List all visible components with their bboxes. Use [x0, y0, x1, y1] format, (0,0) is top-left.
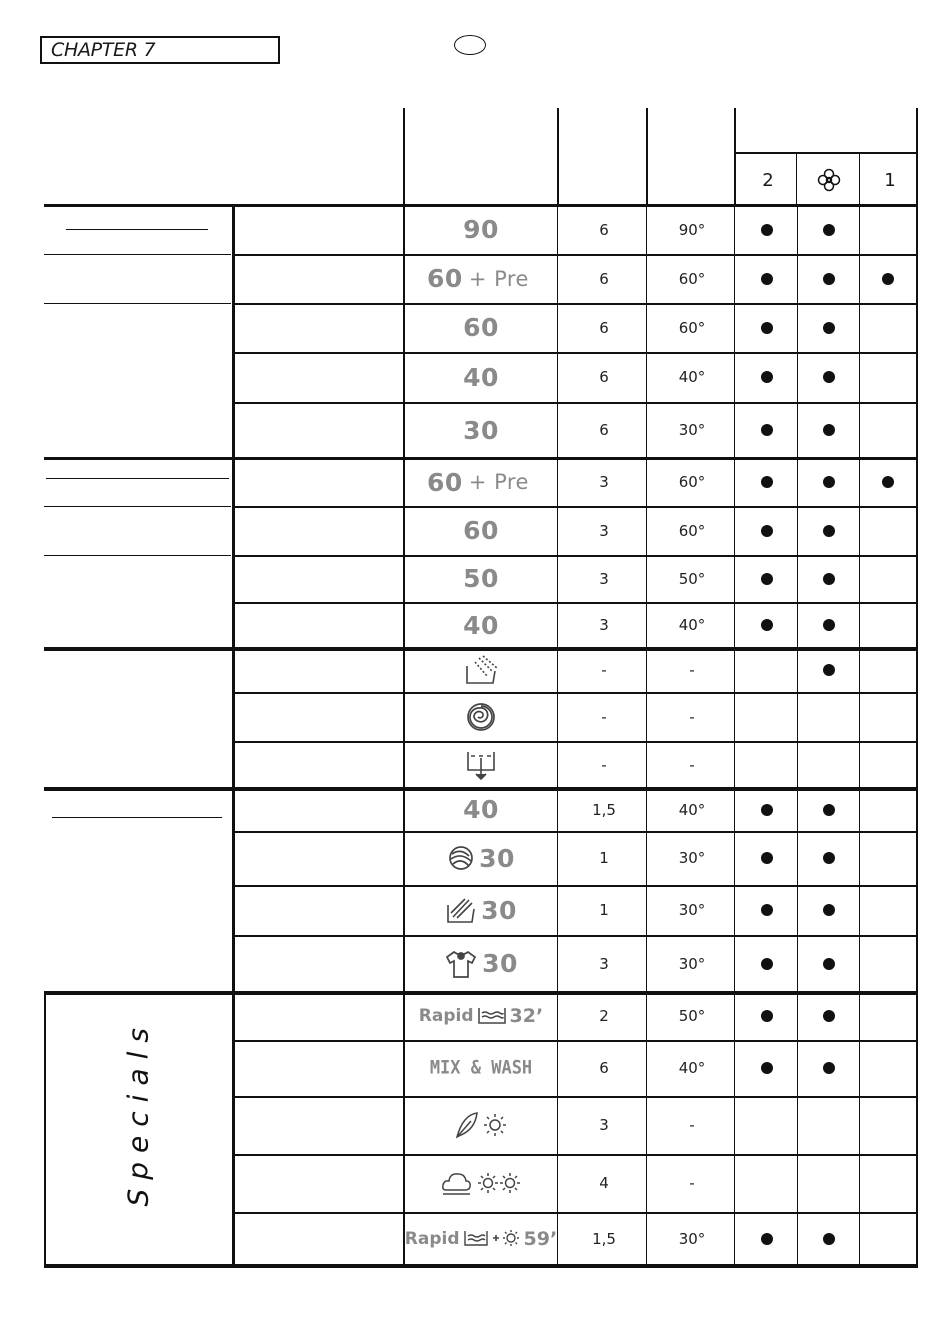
program-temperature-label: 40	[463, 610, 499, 640]
program-symbol	[405, 692, 557, 741]
drain-icon	[465, 748, 497, 782]
max-temperature-value: 90°	[678, 220, 706, 239]
bullet-icon	[823, 424, 835, 436]
grid-line	[46, 478, 229, 479]
max-temperature-value: 30°	[678, 1229, 706, 1248]
bullet-icon	[761, 224, 773, 236]
load-value: 3	[599, 954, 609, 973]
dispenser-dot	[737, 555, 797, 602]
load-value: -	[601, 755, 607, 774]
dispenser-dot	[737, 303, 797, 352]
bullet-icon	[823, 958, 835, 970]
dispenser-dot	[860, 254, 916, 303]
load-value: 3	[599, 569, 609, 588]
dispenser-dot	[798, 992, 859, 1040]
dispenser-dot	[798, 254, 859, 303]
grid-line	[734, 152, 918, 154]
dispenser-dot	[737, 1212, 797, 1265]
bullet-icon	[761, 371, 773, 383]
max-temperature-value: 40°	[678, 616, 706, 634]
max-temperature-value: -	[689, 1116, 695, 1134]
dispenser-dot	[798, 458, 859, 506]
max-temperature-value: 60°	[678, 521, 706, 540]
dispenser-dot	[737, 1040, 797, 1096]
chapter-title: CHAPTER 7	[40, 36, 280, 64]
program-duration: 32’	[509, 1005, 544, 1027]
max-temperature-value: 50°	[678, 1007, 706, 1025]
prewash-label: + Pre	[468, 266, 529, 291]
program-symbol	[405, 788, 557, 831]
program-symbol	[405, 458, 557, 506]
load-value: -	[601, 707, 607, 726]
program-temperature-label: 40	[463, 795, 499, 824]
dispenser-dot	[737, 352, 797, 402]
grid-line	[52, 817, 222, 818]
rinse-icon	[463, 654, 499, 686]
load-value: 6	[599, 318, 609, 337]
program-temperature-label: 60	[463, 313, 499, 342]
program-symbol	[405, 885, 557, 935]
bullet-icon	[823, 273, 835, 285]
program-symbol	[405, 1096, 557, 1154]
bullet-icon	[823, 224, 835, 236]
max-temperature-value: -	[689, 661, 695, 679]
bullet-icon	[823, 573, 835, 585]
bullet-icon	[761, 804, 773, 816]
grid-line	[403, 108, 405, 205]
max-temperature-value: 60°	[678, 269, 706, 288]
dispenser-dot	[737, 506, 797, 555]
bullet-icon	[761, 476, 773, 488]
grid-line	[44, 555, 231, 556]
dispenser-dot	[737, 935, 797, 992]
program-symbol	[405, 506, 557, 555]
dispenser-dot	[798, 1040, 859, 1096]
program-temperature-label: 40	[463, 362, 499, 392]
program-symbol	[405, 741, 557, 788]
program-temperature-label: 30	[482, 949, 518, 978]
dispenser-dot	[798, 506, 859, 555]
program-symbol	[405, 303, 557, 352]
bullet-icon	[823, 904, 835, 916]
load-value: 6	[599, 1059, 609, 1077]
load-value: 4	[599, 1174, 609, 1192]
grid-line	[859, 205, 860, 1266]
load-value: 2	[599, 1007, 609, 1025]
load-value: 1	[599, 849, 609, 867]
program-symbol	[405, 254, 557, 303]
grid-line	[557, 108, 559, 205]
max-temperature-value: 50°	[678, 569, 706, 588]
program-prefix: Rapid	[404, 1228, 460, 1249]
header-col-2: 2	[762, 169, 774, 191]
dispenser-dot	[737, 992, 797, 1040]
prewash-label: + Pre	[468, 470, 529, 494]
flower-icon	[800, 160, 858, 200]
program-temperature-label: 50	[463, 564, 499, 593]
bullet-icon	[761, 1062, 773, 1074]
max-temperature-value: 60°	[678, 318, 706, 337]
program-temperature-label: 60	[427, 264, 463, 293]
bullet-icon	[882, 273, 894, 285]
bullet-icon	[823, 664, 835, 676]
program-symbol	[405, 992, 557, 1040]
bullet-icon	[823, 1010, 835, 1022]
language-oval-icon	[454, 35, 486, 55]
grid-line	[796, 152, 797, 205]
program-temperature-label: 60	[427, 467, 463, 497]
dispenser-dot	[798, 352, 859, 402]
grid-line	[734, 108, 736, 205]
max-temperature-value: 40°	[678, 1059, 706, 1077]
dispenser-dot	[798, 1212, 859, 1265]
feather-sun-icon	[453, 1109, 509, 1141]
max-temperature-value: -	[689, 755, 695, 774]
dispenser-dot	[798, 788, 859, 831]
program-temperature-label: 30	[463, 415, 499, 445]
max-temperature-value: -	[689, 1174, 695, 1192]
bullet-icon	[761, 322, 773, 334]
dispenser-dot	[798, 205, 859, 254]
grid-line	[44, 254, 231, 255]
bullet-icon	[823, 371, 835, 383]
dispenser-dot	[737, 788, 797, 831]
bullet-icon	[823, 1062, 835, 1074]
max-temperature-value: 40°	[678, 368, 706, 386]
wash-dry-icon	[463, 1228, 521, 1250]
bullet-icon	[761, 1010, 773, 1022]
dispenser-dot	[860, 458, 916, 506]
bullet-icon	[761, 852, 773, 864]
load-value: 3	[599, 616, 609, 634]
program-symbol	[405, 1212, 557, 1265]
program-symbol	[405, 1040, 557, 1096]
bullet-icon	[823, 525, 835, 537]
dispenser-dot	[737, 402, 797, 458]
bullet-icon	[823, 476, 835, 488]
dispenser-dot	[737, 458, 797, 506]
program-symbol	[405, 352, 557, 402]
dispenser-dot	[798, 831, 859, 885]
program-duration: 59’	[523, 1227, 558, 1250]
bullet-icon	[761, 1233, 773, 1245]
load-value: 1	[599, 901, 609, 919]
bullet-icon	[761, 573, 773, 585]
grid-line	[44, 506, 231, 507]
max-temperature-value: 40°	[678, 800, 706, 819]
program-temperature-label: 60	[463, 516, 499, 545]
grid-line	[916, 205, 918, 1266]
program-symbol	[405, 831, 557, 885]
max-temperature-value: 30°	[678, 849, 706, 867]
bullet-icon	[823, 1233, 835, 1245]
wash-tub-icon	[477, 1006, 507, 1026]
dispenser-dot	[798, 303, 859, 352]
header-col-1: 1	[884, 169, 896, 191]
dispenser-dot	[798, 935, 859, 992]
bullet-icon	[823, 852, 835, 864]
dispenser-dot	[737, 602, 797, 648]
handwash-icon	[445, 895, 477, 925]
dispenser-dot	[798, 402, 859, 458]
program-symbol	[405, 648, 557, 692]
load-value: 3	[599, 473, 609, 491]
dispenser-dot	[798, 885, 859, 935]
dispenser-dot	[798, 602, 859, 648]
load-value: 1,5	[592, 800, 616, 819]
grid-line	[859, 152, 860, 205]
dispenser-dot	[798, 555, 859, 602]
spin-icon	[466, 702, 496, 732]
bullet-icon	[823, 322, 835, 334]
program-symbol	[405, 402, 557, 458]
bullet-icon	[761, 619, 773, 631]
dispenser-dot	[798, 648, 859, 692]
dispenser-dot	[737, 831, 797, 885]
load-value: 1,5	[592, 1229, 616, 1248]
max-temperature-value: 30°	[678, 954, 706, 973]
program-prefix: Rapid	[418, 1006, 474, 1026]
grid-line	[44, 303, 231, 304]
grid-line	[646, 108, 648, 205]
program-symbol-text: MIX & WASH	[429, 1057, 533, 1079]
specials-label: Specials	[121, 1019, 155, 1207]
max-temperature-value: -	[689, 707, 695, 726]
load-value: 6	[599, 269, 609, 288]
max-temperature-value: 30°	[678, 901, 706, 919]
shirt-icon	[444, 949, 478, 979]
max-temperature-value: 60°	[678, 473, 706, 491]
cloud-sun-icon	[440, 1168, 522, 1198]
program-symbol	[405, 205, 557, 254]
bullet-icon	[823, 619, 835, 631]
bullet-icon	[761, 958, 773, 970]
load-value: 3	[599, 521, 609, 540]
load-value: 6	[599, 421, 609, 439]
program-symbol	[405, 935, 557, 992]
bullet-icon	[882, 476, 894, 488]
grid-line	[66, 229, 208, 230]
dispenser-dot	[737, 205, 797, 254]
program-symbol	[405, 555, 557, 602]
program-symbol	[405, 1154, 557, 1212]
load-value: 6	[599, 220, 609, 239]
bullet-icon	[761, 525, 773, 537]
load-value: 6	[599, 368, 609, 386]
program-temperature-label: 30	[479, 843, 515, 873]
max-temperature-value: 30°	[678, 421, 706, 439]
wool-icon	[447, 844, 475, 872]
grid-line	[232, 205, 235, 1266]
bullet-icon	[823, 804, 835, 816]
bullet-icon	[761, 273, 773, 285]
bullet-icon	[761, 904, 773, 916]
grid-line	[44, 992, 46, 1266]
load-value: 3	[599, 1116, 609, 1134]
grid-line	[557, 205, 558, 1266]
load-value: -	[601, 661, 607, 679]
program-temperature-label: 30	[481, 895, 517, 925]
program-symbol	[405, 602, 557, 648]
bullet-icon	[761, 424, 773, 436]
program-temperature-label: 90	[463, 215, 499, 244]
dispenser-dot	[737, 254, 797, 303]
dispenser-dot	[737, 885, 797, 935]
